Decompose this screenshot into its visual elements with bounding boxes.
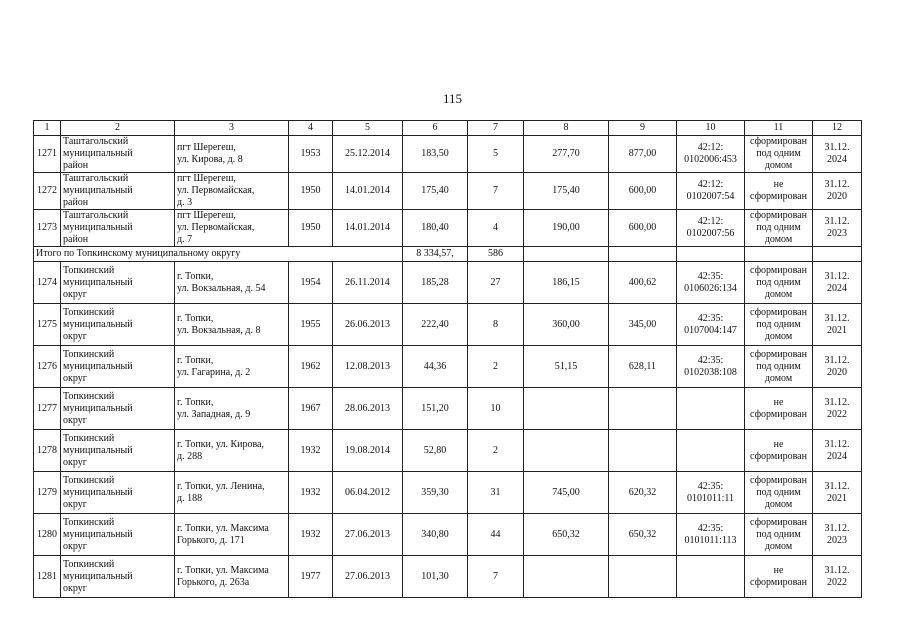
row-number: 1273 <box>34 210 61 247</box>
area: 183,50 <box>403 136 468 173</box>
table-row <box>34 173 862 210</box>
build-year: 1954 <box>289 262 333 304</box>
column-9-value: 877,00 <box>609 136 677 173</box>
row-number: 1280 <box>34 514 61 556</box>
address-line: пгт Шерегеш, <box>177 142 236 153</box>
empty-cell <box>524 247 609 262</box>
column-9-value: 650,32 <box>609 514 677 556</box>
address-line: д. 7 <box>177 234 193 245</box>
deadline-line: 2024 <box>827 154 847 165</box>
land-status <box>745 430 813 472</box>
deadline <box>813 304 862 346</box>
land-status <box>745 173 813 210</box>
deadline <box>813 514 862 556</box>
land-status-line: под одним <box>756 486 801 498</box>
cadastral-number-line: 0106026:134 <box>684 282 737 294</box>
total-row <box>34 247 862 262</box>
build-year: 1977 <box>289 556 333 598</box>
land-status-line: домом <box>764 234 793 245</box>
residents: 4 <box>468 210 524 247</box>
column-header: 3 <box>175 121 289 136</box>
land-status-line: под одним <box>756 318 801 330</box>
column-header: 2 <box>61 121 175 136</box>
table-row <box>34 556 862 598</box>
total-residents: 586 <box>468 247 524 262</box>
cadastral-number-line: 42:35: <box>697 312 724 324</box>
land-status-line: не <box>773 564 784 576</box>
row-number: 1281 <box>34 556 61 598</box>
land-status-line: не <box>773 396 784 408</box>
address-line: г. Топки, <box>177 354 214 366</box>
build-year: 1932 <box>289 430 333 472</box>
municipality <box>61 514 175 556</box>
address-line: г. Топки, <box>177 396 214 408</box>
municipality-line: Топкинский <box>63 516 115 528</box>
address <box>175 556 289 598</box>
address-line: д. 288 <box>177 450 203 462</box>
municipality-line: район <box>63 160 89 171</box>
table-row <box>34 304 862 346</box>
residents: 2 <box>468 346 524 388</box>
residents: 31 <box>468 472 524 514</box>
land-status-line: сформирован <box>750 264 807 276</box>
municipality-line: Топкинский <box>63 264 115 276</box>
area: 175,40 <box>403 173 468 210</box>
cadastral-number <box>677 136 745 173</box>
column-8-value: 277,70 <box>524 136 609 173</box>
land-status <box>745 210 813 247</box>
land-status <box>745 472 813 514</box>
address-line: г. Топки, <box>177 312 214 324</box>
address-line: пгт Шерегеш, <box>177 210 236 221</box>
municipality-line: округ <box>63 414 87 426</box>
land-status <box>745 304 813 346</box>
municipality-line: округ <box>63 456 87 468</box>
deadline-line: 2023 <box>827 534 847 546</box>
page-number: 115 <box>442 91 463 106</box>
municipality-line: муниципальный <box>63 528 133 540</box>
column-number-row <box>34 121 862 136</box>
land-status-line: под одним <box>756 222 801 233</box>
cadastral-number <box>677 173 745 210</box>
column-8-value: 186,15 <box>524 262 609 304</box>
land-status-line: домом <box>764 498 793 510</box>
column-9-value <box>609 556 677 598</box>
table-row <box>34 472 862 514</box>
municipality-line: Топкинский <box>63 474 115 486</box>
deadline-line: 2021 <box>827 492 847 504</box>
cadastral-number-line: 0102007:54 <box>686 191 735 202</box>
deadline <box>813 210 862 247</box>
row-number: 1276 <box>34 346 61 388</box>
column-header: 1 <box>34 121 61 136</box>
land-status <box>745 136 813 173</box>
land-status-line: сформирован <box>750 136 807 147</box>
area: 44,36 <box>403 346 468 388</box>
column-header: 7 <box>468 121 524 136</box>
cadastral-number-line: 42:12: <box>697 142 724 153</box>
municipality-line: Топкинский <box>63 432 115 444</box>
deadline-line: 2024 <box>827 282 847 294</box>
build-year: 1950 <box>289 210 333 247</box>
address-line: г. Топки, ул. Максима <box>177 564 269 576</box>
build-year: 1955 <box>289 304 333 346</box>
address-line: ул. Первомайская, <box>177 222 255 233</box>
deadline-line: 2022 <box>827 408 847 420</box>
build-year: 1953 <box>289 136 333 173</box>
municipality-line: округ <box>63 288 87 300</box>
cadastral-number-line: 42:35: <box>697 480 724 492</box>
residents: 8 <box>468 304 524 346</box>
column-8-value <box>524 556 609 598</box>
cadastral-number <box>677 388 745 430</box>
column-9-value: 345,00 <box>609 304 677 346</box>
deadline <box>813 136 862 173</box>
address-line: г. Топки, ул. Максима <box>177 522 269 534</box>
land-status-line: сформирован <box>750 576 807 588</box>
municipality-line: муниципальный <box>63 570 133 582</box>
row-number: 1271 <box>34 136 61 173</box>
address <box>175 346 289 388</box>
land-status-line: не <box>773 438 784 450</box>
municipality-line: муниципальный <box>63 486 133 498</box>
column-8-value: 650,32 <box>524 514 609 556</box>
land-status-line: под одним <box>756 148 801 159</box>
table-row <box>34 514 862 556</box>
deadline-line: 2024 <box>827 450 847 462</box>
cadastral-number <box>677 472 745 514</box>
land-status <box>745 262 813 304</box>
residents: 10 <box>468 388 524 430</box>
column-9-value: 620,32 <box>609 472 677 514</box>
municipality-line: округ <box>63 330 87 342</box>
column-9-value: 600,00 <box>609 173 677 210</box>
municipality-line: округ <box>63 582 87 594</box>
table-row <box>34 136 862 173</box>
municipality-line: район <box>63 197 89 208</box>
column-9-value: 628,11 <box>609 346 677 388</box>
municipality-line: муниципальный <box>63 148 133 159</box>
row-number: 1278 <box>34 430 61 472</box>
cadastral-number-line: 0107004:147 <box>684 324 737 336</box>
land-status-line: домом <box>764 372 793 384</box>
deadline-line: 31.12. <box>824 438 850 450</box>
municipality-line: муниципальный <box>63 444 133 456</box>
land-status-line: сформирован <box>750 348 807 360</box>
land-status <box>745 514 813 556</box>
deadline <box>813 173 862 210</box>
land-status-line: сформирован <box>750 210 807 221</box>
land-status <box>745 556 813 598</box>
table-row <box>34 262 862 304</box>
housing-register-table <box>33 120 862 598</box>
row-number: 1274 <box>34 262 61 304</box>
decision-date: 06.04.2012 <box>333 472 403 514</box>
empty-cell <box>609 247 677 262</box>
address <box>175 262 289 304</box>
total-area: 8 334,57, <box>403 247 468 262</box>
table-row <box>34 346 862 388</box>
build-year: 1932 <box>289 514 333 556</box>
land-status-line: под одним <box>756 276 801 288</box>
land-status-line: сформирован <box>750 474 807 486</box>
address-line: ул. Западная, д. 9 <box>177 408 251 420</box>
column-header: 10 <box>677 121 745 136</box>
deadline-line: 2020 <box>827 191 847 202</box>
municipality-line: Таштагольский <box>63 173 129 184</box>
deadline-line: 31.12. <box>824 179 850 190</box>
address <box>175 472 289 514</box>
address-line: ул. Первомайская, <box>177 185 255 196</box>
column-header: 4 <box>289 121 333 136</box>
deadline <box>813 346 862 388</box>
cadastral-number-line: 0101011:11 <box>686 492 735 504</box>
address <box>175 430 289 472</box>
decision-date: 12.08.2013 <box>333 346 403 388</box>
municipality <box>61 556 175 598</box>
municipality-line: муниципальный <box>63 276 133 288</box>
address-line: ул. Гагарина, д. 2 <box>177 366 251 378</box>
cadastral-number-line: 42:35: <box>697 354 724 366</box>
municipality-line: Топкинский <box>63 348 115 360</box>
row-number: 1275 <box>34 304 61 346</box>
empty-cell <box>677 247 745 262</box>
land-status <box>745 346 813 388</box>
municipality <box>61 262 175 304</box>
land-status-line: под одним <box>756 360 801 372</box>
empty-cell <box>745 247 813 262</box>
cadastral-number <box>677 210 745 247</box>
municipality-line: Таштагольский <box>63 136 129 147</box>
address-line: г. Топки, <box>177 270 214 282</box>
municipality-line: округ <box>63 498 87 510</box>
area: 340,80 <box>403 514 468 556</box>
area: 180,40 <box>403 210 468 247</box>
cadastral-number <box>677 556 745 598</box>
cadastral-number <box>677 346 745 388</box>
cadastral-number-line: 0102038:108 <box>684 366 737 378</box>
column-header: 8 <box>524 121 609 136</box>
area: 222,40 <box>403 304 468 346</box>
municipality-line: муниципальный <box>63 360 133 372</box>
column-header: 11 <box>745 121 813 136</box>
deadline-line: 31.12. <box>824 312 850 324</box>
residents: 5 <box>468 136 524 173</box>
deadline-line: 31.12. <box>824 270 850 282</box>
residents: 44 <box>468 514 524 556</box>
municipality <box>61 304 175 346</box>
land-status-line: под одним <box>756 528 801 540</box>
land-status <box>745 388 813 430</box>
cadastral-number-line: 42:12: <box>697 179 724 190</box>
build-year: 1962 <box>289 346 333 388</box>
cadastral-number-line: 0102006:453 <box>684 154 737 165</box>
address-line: ул. Вокзальная, д. 8 <box>177 324 261 336</box>
column-9-value: 600,00 <box>609 210 677 247</box>
municipality-line: округ <box>63 540 87 552</box>
decision-date: 19.08.2014 <box>333 430 403 472</box>
column-8-value <box>524 388 609 430</box>
address <box>175 173 289 210</box>
deadline <box>813 556 862 598</box>
row-number: 1272 <box>34 173 61 210</box>
municipality-line: район <box>63 234 89 245</box>
cadastral-number-line: 42:35: <box>697 522 724 534</box>
build-year: 1967 <box>289 388 333 430</box>
decision-date: 25.12.2014 <box>333 136 403 173</box>
cadastral-number <box>677 262 745 304</box>
area: 359,30 <box>403 472 468 514</box>
deadline <box>813 472 862 514</box>
cadastral-number-line: 0102007:56 <box>686 228 735 239</box>
deadline-line: 31.12. <box>824 354 850 366</box>
column-8-value: 360,00 <box>524 304 609 346</box>
deadline <box>813 430 862 472</box>
land-status-line: сформирован <box>750 450 807 462</box>
municipality-line: муниципальный <box>63 402 133 414</box>
area: 185,28 <box>403 262 468 304</box>
municipality-line: муниципальный <box>63 318 133 330</box>
deadline-line: 2022 <box>827 576 847 588</box>
municipality <box>61 210 175 247</box>
deadline-line: 2023 <box>827 228 847 239</box>
address-line: ул. Вокзальная, д. 54 <box>177 282 266 294</box>
address-line: г. Топки, ул. Ленина, <box>177 480 265 492</box>
build-year: 1932 <box>289 472 333 514</box>
area: 101,30 <box>403 556 468 598</box>
total-label: Итого по Топкинскому муниципальному округу <box>34 247 403 262</box>
municipality <box>61 173 175 210</box>
area: 151,20 <box>403 388 468 430</box>
column-8-value: 175,40 <box>524 173 609 210</box>
land-status-line: сформирован <box>750 516 807 528</box>
land-status-line: домом <box>764 288 793 300</box>
municipality-line: Топкинский <box>63 306 115 318</box>
cadastral-number <box>677 514 745 556</box>
address-line: г. Топки, ул. Кирова, <box>177 438 264 450</box>
row-number: 1277 <box>34 388 61 430</box>
decision-date: 27.06.2013 <box>333 556 403 598</box>
column-8-value <box>524 430 609 472</box>
decision-date: 26.11.2014 <box>333 262 403 304</box>
residents: 2 <box>468 430 524 472</box>
table-row <box>34 388 862 430</box>
empty-cell <box>813 247 862 262</box>
address-line: пгт Шерегеш, <box>177 173 236 184</box>
municipality-line: Топкинский <box>63 390 115 402</box>
land-status-line: сформирован <box>750 306 807 318</box>
address <box>175 136 289 173</box>
column-9-value <box>609 430 677 472</box>
deadline-line: 2021 <box>827 324 847 336</box>
column-8-value: 51,15 <box>524 346 609 388</box>
decision-date: 26.06.2013 <box>333 304 403 346</box>
deadline-line: 31.12. <box>824 480 850 492</box>
decision-date: 27.06.2013 <box>333 514 403 556</box>
land-status-line: не <box>773 179 784 190</box>
deadline-line: 31.12. <box>824 142 850 153</box>
municipality <box>61 136 175 173</box>
decision-date: 14.01.2014 <box>333 210 403 247</box>
deadline-line: 2020 <box>827 366 847 378</box>
residents: 7 <box>468 173 524 210</box>
land-status-line: домом <box>764 330 793 342</box>
address-line: д. 3 <box>177 197 193 208</box>
column-header: 5 <box>333 121 403 136</box>
cadastral-number-line: 42:12: <box>697 216 724 227</box>
municipality-line: округ <box>63 372 87 384</box>
column-9-value <box>609 388 677 430</box>
municipality <box>61 472 175 514</box>
column-9-value: 400,62 <box>609 262 677 304</box>
deadline-line: 31.12. <box>824 522 850 534</box>
column-8-value: 745,00 <box>524 472 609 514</box>
deadline <box>813 388 862 430</box>
table-row <box>34 210 862 247</box>
land-status-line: сформирован <box>750 191 807 202</box>
cadastral-number <box>677 430 745 472</box>
address-line: Горького, д. 263а <box>177 576 250 588</box>
decision-date: 14.01.2014 <box>333 173 403 210</box>
address <box>175 210 289 247</box>
deadline-line: 31.12. <box>824 564 850 576</box>
residents: 7 <box>468 556 524 598</box>
municipality-line: Топкинский <box>63 558 115 570</box>
cadastral-number-line: 42:35: <box>697 270 724 282</box>
address-line: ул. Кирова, д. 8 <box>177 154 243 165</box>
land-status-line: домом <box>764 540 793 552</box>
deadline-line: 31.12. <box>824 216 850 227</box>
municipality-line: муниципальный <box>63 185 133 196</box>
address <box>175 304 289 346</box>
decision-date: 28.06.2013 <box>333 388 403 430</box>
municipality-line: Таштагольский <box>63 210 129 221</box>
address <box>175 388 289 430</box>
address-line: д. 188 <box>177 492 203 504</box>
column-header: 6 <box>403 121 468 136</box>
address <box>175 514 289 556</box>
column-8-value: 190,00 <box>524 210 609 247</box>
municipality-line: муниципальный <box>63 222 133 233</box>
table-row <box>34 430 862 472</box>
municipality <box>61 346 175 388</box>
column-header: 9 <box>609 121 677 136</box>
deadline-line: 31.12. <box>824 396 850 408</box>
cadastral-number-line: 0101011:113 <box>684 534 737 546</box>
cadastral-number <box>677 304 745 346</box>
municipality <box>61 388 175 430</box>
municipality <box>61 430 175 472</box>
deadline <box>813 262 862 304</box>
area: 52,80 <box>403 430 468 472</box>
address-line: Горького, д. 171 <box>177 534 245 546</box>
land-status-line: домом <box>764 160 793 171</box>
land-status-line: сформирован <box>750 408 807 420</box>
residents: 27 <box>468 262 524 304</box>
row-number: 1279 <box>34 472 61 514</box>
build-year: 1950 <box>289 173 333 210</box>
column-header: 12 <box>813 121 862 136</box>
